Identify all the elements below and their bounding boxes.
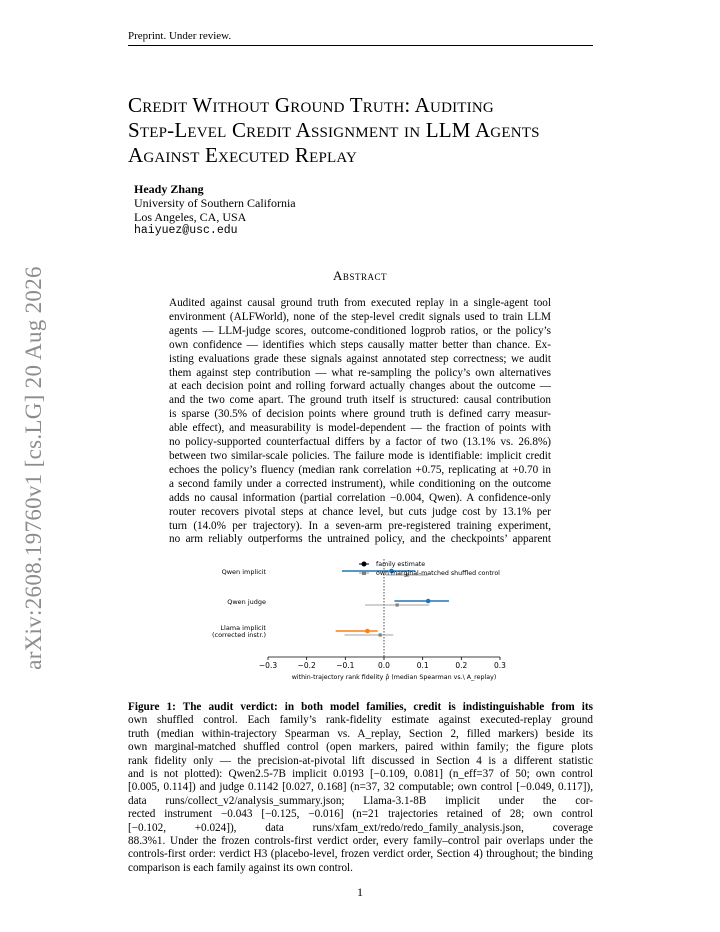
arxiv-sidebar <box>14 258 54 678</box>
caption-line: rected instrument −0.043 [−0.125, −0.016] (n=21 trajectories retained of 28; own control <box>128 808 593 821</box>
category-label: Llama implicit <box>220 624 266 632</box>
title-line: Against Executed Replay <box>128 143 358 167</box>
author-name: Heady Zhang <box>134 182 204 196</box>
caption-line: comparison is each family against its own control. <box>128 861 353 874</box>
x-tick-label: −0.3 <box>258 661 278 670</box>
paper-title <box>128 93 598 168</box>
abstract-line: turn (14.0% per trajectory). In a seven-arm pre-registered training experiment, <box>169 519 551 532</box>
legend-control-label: own marginal-matched shuffled control <box>376 570 500 577</box>
caption-line: [−0.102, +0.024]), data runs/xfam_ext/redo/redo_family_analysis.json, coverage <box>128 821 593 834</box>
abstract-line: between two similar-scale policies. The failure mode is identifiable: implicit credit <box>169 449 551 462</box>
caption-line: rank fidelity only — the precision-at-pivotal lift discussed in Section 4 is a different statistic <box>128 754 593 767</box>
control-marker <box>396 603 399 606</box>
legend-estimate-marker <box>362 562 367 567</box>
title-line: Credit Without Ground Truth: Auditing <box>128 93 494 117</box>
caption-line: data runs/collect_v2/analysis_summary.json; Llama-3.1-8B implicit under the cor- <box>128 794 593 807</box>
page-number: 1 <box>357 885 363 899</box>
caption-line: [0.005, 0.114]) and judge 0.1142 [0.027, 0.168] (n=37, 32 computable; own control [−0.049, 0.117]), <box>128 781 593 794</box>
author-location: Los Angeles, CA, USA <box>134 210 247 224</box>
caption-line: and is not plotted): Qwen2.5-7B implicit 0.0193 [−0.109, 0.081] (n_eff=37 of 50; own control <box>128 768 593 781</box>
caption-line: truth (median within-trajectory Spearman vs. A_replay, Section 2, filled markers) beside its <box>128 727 593 740</box>
arxiv-identifier: arXiv:2608.19760v1 [cs.LG] 20 Aug 2026 <box>21 266 46 670</box>
control-marker <box>379 633 382 636</box>
category-label: Qwen implicit <box>221 568 266 576</box>
abstract-line: no arm reliably outperforms the untrained policy, and the checkpoints’ apparent <box>169 533 551 546</box>
abstract-line: router recovers pivotal steps at chance level, but cuts judge cost by 13.1% per <box>169 505 551 518</box>
running-header: Preprint. Under review. <box>128 30 232 42</box>
author-affiliation: University of Southern California <box>134 196 296 210</box>
abstract-line: isting evaluations grade these signals against annotated step correctness; we audit <box>169 352 551 365</box>
legend-estimate-label: family estimate <box>376 561 426 568</box>
author-block <box>134 182 296 238</box>
abstract-line: echoes the policy’s fluency (median rank correlation +0.75, replicating at +0.70 in <box>169 463 551 476</box>
abstract-line: is sparse (30.5% of decision points where ground truth is defined carry measur- <box>169 408 551 421</box>
x-tick-label: 0.1 <box>416 661 429 670</box>
x-tick-label: 0.0 <box>378 661 390 670</box>
caption-line: 88.3%1. Under the frozen controls-first verdict order, every family–control pair overlaps under the <box>128 835 593 848</box>
abstract-line: at each decision point and rolling forward actually changes about the outcome — <box>169 380 551 393</box>
abstract-line: own confidence — identifies which steps causally matter better than chance. Ex- <box>169 338 551 351</box>
header-rule <box>128 45 593 46</box>
abstract-line: adds no causal information (partial correlation −0.004, Qwen). A confidence-only <box>169 491 551 504</box>
estimate-marker <box>426 599 431 604</box>
abstract-line: Audited against causal ground truth from executed replay in a single-agent tool <box>169 297 551 309</box>
x-tick-label: 0.2 <box>455 661 468 670</box>
category-label: (corrected instr.) <box>211 631 266 639</box>
x-tick-label: 0.3 <box>494 661 506 670</box>
title-line: Step-Level Credit Assignment in LLM Agents <box>128 118 540 142</box>
abstract-line: no policy-supported counterfactual differs by a factor of two (13.1% vs. 26.8%) <box>169 436 551 449</box>
abstract-line: and the two come apart. The ground truth itself is structured: causal contribution <box>169 394 551 407</box>
figure-1 <box>200 556 530 686</box>
x-tick-label: −0.2 <box>297 661 316 670</box>
x-tick-label: −0.1 <box>336 661 355 670</box>
author-email: haiyuez@usc.edu <box>134 224 238 237</box>
caption-line: Figure 1: The audit verdict: in both model families, credit is indistinguishable from its <box>128 701 593 713</box>
abstract-line: able effect), and measurability is model-dependent — the fraction of points with <box>169 422 551 435</box>
abstract-line: them against step contribution — what re-sampling the policy’s own alternatives <box>169 366 551 379</box>
abstract-line: agents — LLM-judge scores, outcome-conditioned logprob ratios, or the policy’s <box>169 324 551 337</box>
abstract-line: environment (ALFWorld), none of the step-level credit signals used to train LLM <box>169 310 551 323</box>
abstract-line: a second family under a corrected instrument), while conditioning on the outcome <box>169 477 551 490</box>
caption-line: own marginal-matched shuffled control (open markers, paired within family; the figure plots <box>128 741 593 754</box>
caption-line: controls-first order: verdict H3 (placebo-level, frozen verdict order, Section 4) throughout; the binding <box>128 848 593 861</box>
abstract-body <box>169 297 551 547</box>
category-label: Qwen judge <box>227 598 266 606</box>
figure-caption <box>128 701 593 875</box>
caption-line: own shuffled control. Each family’s rank-fidelity estimate against executed-replay ground <box>128 714 593 727</box>
x-axis-label: within-trajectory rank fidelity ρ̂ (median Spearman vs.\ A_replay) <box>291 674 497 681</box>
abstract-heading: Abstract <box>333 268 387 283</box>
legend-control-marker <box>362 571 366 575</box>
estimate-marker <box>365 629 370 634</box>
rank-fidelity-chart <box>200 556 530 686</box>
